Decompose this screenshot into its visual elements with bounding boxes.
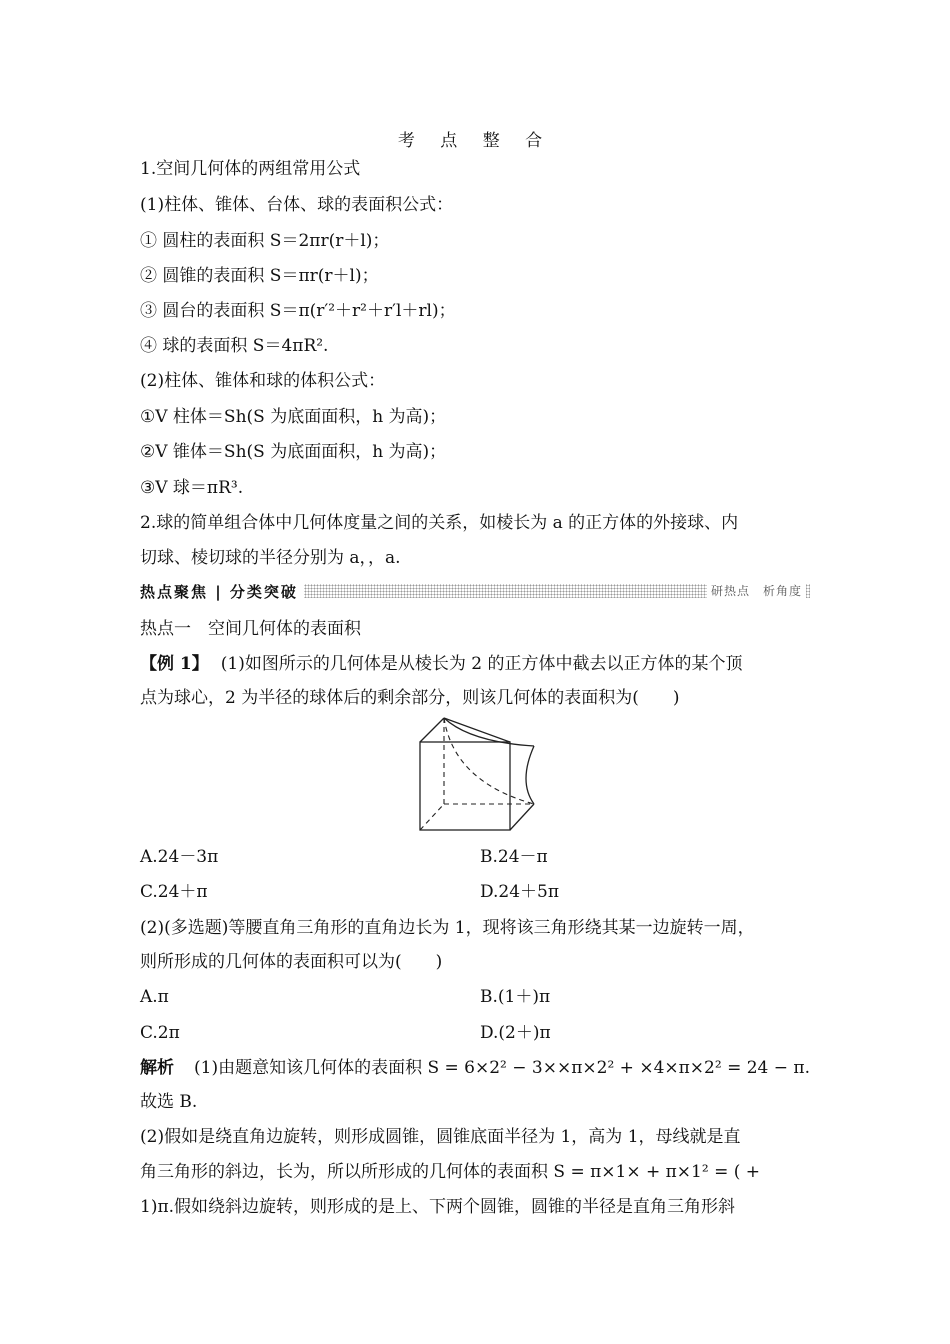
formula-sphere-volume: ③V 球＝πR³. [140,478,244,498]
question-2-line-2: 则所形成的几何体的表面积可以为( ) [140,952,443,972]
section-2-line-1: 2.球的简单组合体中几何体度量之间的关系，如棱长为 a 的正方体的外接球、内 [140,513,739,533]
q1-option-c: C.24＋π [140,882,208,902]
section-2-line-2: 切球、棱切球的半径分别为 a，，a. [140,548,401,568]
cube-front-face [420,742,510,830]
section-1-heading: 1.空间几何体的两组常用公式 [140,159,361,179]
banner-tag: 研热点 析角度 [707,582,806,599]
example-1-line-1 [140,652,742,676]
q2-option-b: B.(1＋)π [480,987,551,1007]
solution-2-line-3: 1)π.假如绕斜边旋转，则形成的是上、下两个圆锥，圆锥的半径是直角三角形斜 [140,1197,736,1217]
sphere-cut-arc-hidden [444,718,534,804]
example-label: 【例 1】 [140,654,209,674]
solution-1-line-2: 故选 B. [140,1092,198,1112]
q2-option-d: D.(2＋)π [480,1023,551,1043]
solution-1-text: (1)由题意知该几何体的表面积 S = 6×2² − 3××π×2² + ×4×π×2² = 24 − π. [194,1058,810,1078]
hotspot-1-heading: 热点一 空间几何体的表面积 [140,619,361,639]
cut-cube-diagram [410,712,540,837]
formula-sphere-area: ④ 球的表面积 S＝4πR². [140,336,329,356]
formula-cone-area: ② 圆锥的表面积 S＝πr(r＋l)； [140,266,379,286]
formula-pyramid-volume: ②V 锥体＝Sh(S 为底面面积，h 为高)； [140,442,447,462]
solution-2-line-2: 角三角形的斜边，长为，所以所形成的几何体的表面积 S = π×1× + π×1² = ( + [140,1162,761,1182]
page-title: 考 点 整 合 [397,131,553,151]
banner-title: 热点聚焦 | 分类突破 [140,582,298,601]
cube-edge [420,718,444,742]
formula-cylinder-area: ① 圆柱的表面积 S＝2πr(r＋l)； [140,231,390,251]
solution-1-line-1 [140,1056,810,1080]
banner-dotted-bar [304,584,810,598]
sphere-cut-arc [526,746,534,804]
q2-option-c: C.2π [140,1023,180,1043]
q2-option-a: A.π [140,987,169,1007]
question-2-line-1: (2)(多选题)等腰直角三角形的直角边长为 1，现将该三角形绕其某一边旋转一周， [140,918,755,938]
q1-option-a: A.24－3π [140,847,219,867]
cube-hidden-edge [420,804,444,830]
cube-edge [444,718,510,742]
example-1-line-2: 点为球心，2 为半径的球体后的剩余部分，则该几何体的表面积为( ) [140,688,680,708]
q1-option-d: D.24＋5π [480,882,560,902]
cube-edge [510,804,534,830]
formula-prism-volume: ①V 柱体＝Sh(S 为底面面积，h 为高)； [140,407,447,427]
solution-label: 解析 [140,1058,174,1078]
surface-area-intro: (1)柱体、锥体、台体、球的表面积公式： [140,195,454,215]
volume-intro: (2)柱体、锥体和球的体积公式： [140,371,386,391]
section-banner [140,581,810,601]
solution-2-line-1: (2)假如是绕直角边旋转，则形成圆锥，圆锥底面半径为 1，高为 1，母线就是直 [140,1127,741,1147]
formula-frustum-area: ③ 圆台的表面积 S＝π(r′²＋r²＋r′l＋rl)； [140,301,456,321]
q1-option-b: B.24－π [480,847,548,867]
cube-figure [410,712,540,842]
example-1-text: (1)如图所示的几何体是从棱长为 2 的正方体中截去以正方体的某个顶 [220,654,743,674]
